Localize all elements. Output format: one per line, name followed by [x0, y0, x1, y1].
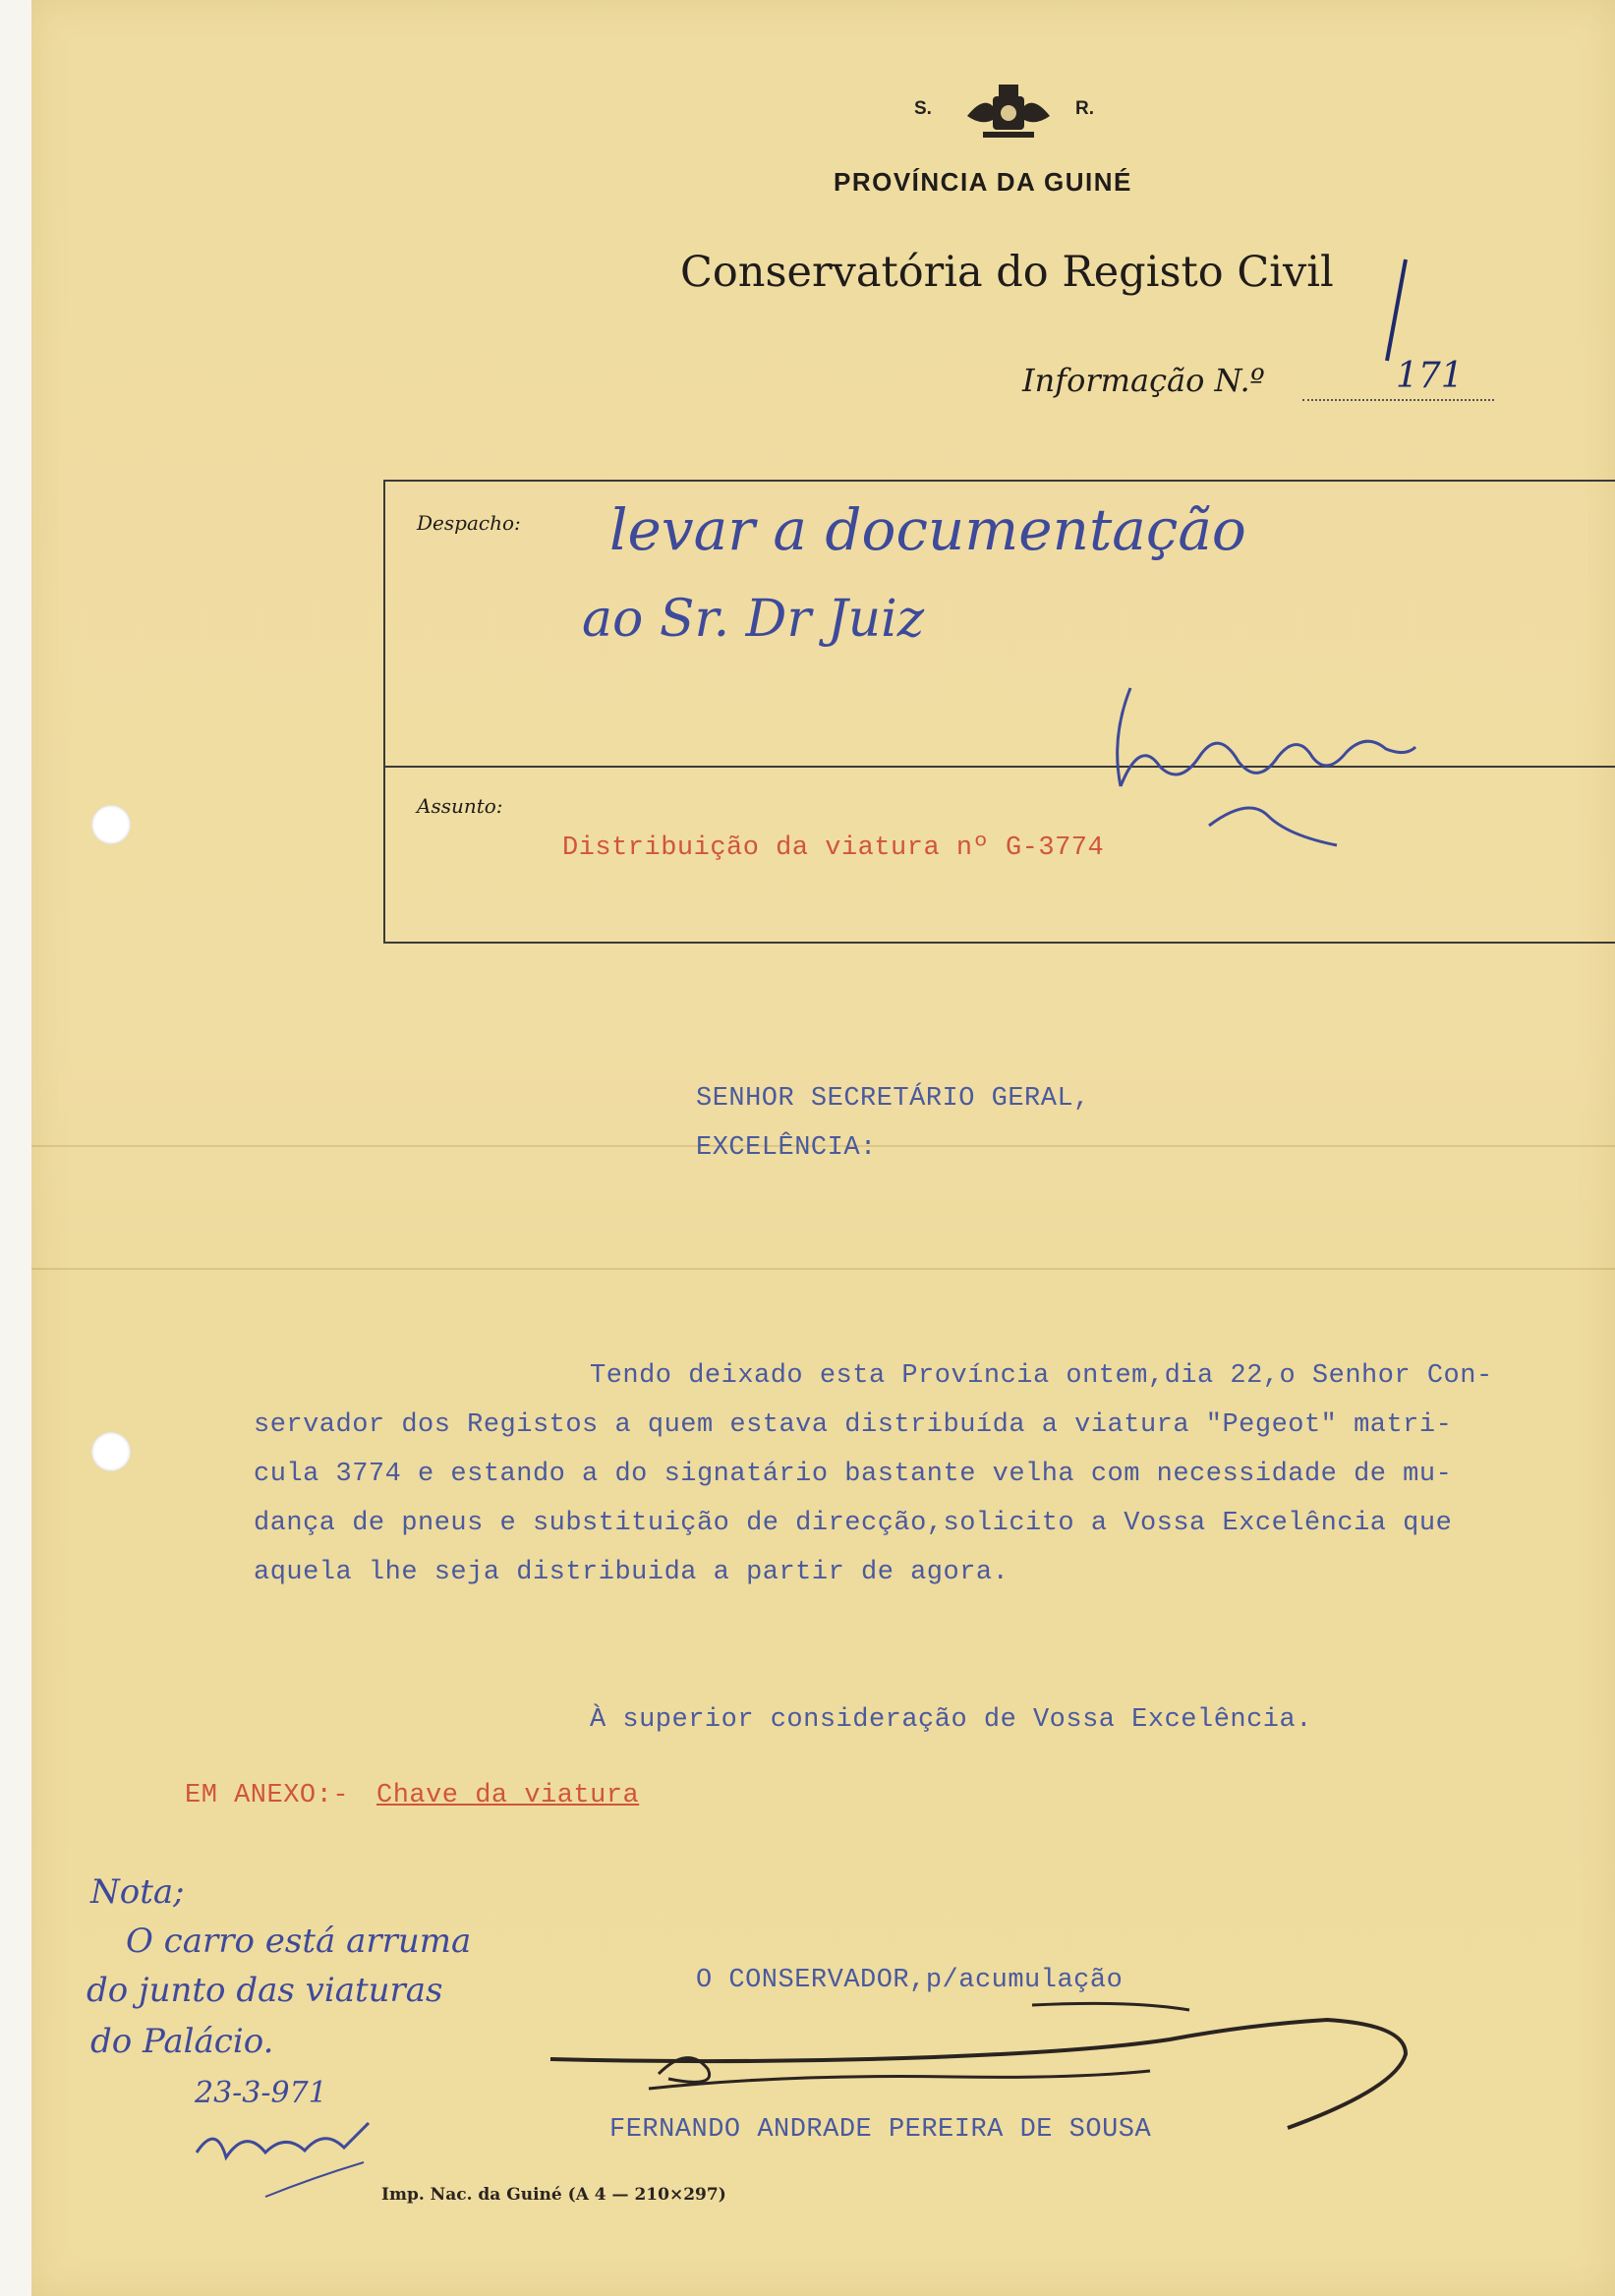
note-line-3: do junto das viaturas — [87, 1971, 443, 2010]
box-left-border — [383, 480, 385, 944]
info-number-label: Informação N.º — [1022, 362, 1265, 399]
body-line-1: Tendo deixado esta Província ontem,dia 22,o Senhor Con- — [590, 1361, 1493, 1391]
body-line-4: dança de pneus e substituição de direcção,solicito a Vossa Excelência que — [254, 1509, 1453, 1538]
note-line-1: Nota; — [90, 1872, 185, 1912]
fold-line — [31, 1268, 1615, 1270]
handwritten-stroke — [1381, 258, 1411, 366]
box-top-border — [383, 480, 1615, 482]
note-line-4: do Palácio. — [90, 2022, 274, 2061]
despacho-signature-drawing — [1101, 678, 1455, 865]
office-title: Conservatória do Registo Civil — [680, 248, 1334, 297]
despacho-label: Despacho: — [417, 511, 521, 535]
salutation-line1: SENHOR SECRETÁRIO GERAL, — [696, 1084, 1090, 1114]
printer-footer: Imp. Nac. da Guiné (A 4 — 210×297) — [381, 2185, 726, 2205]
signature-title: O CONSERVADOR,p/acumulação — [696, 1966, 1124, 1995]
seal-left-letter: S. — [914, 98, 932, 119]
body-line-3: cula 3774 e estando a do signatário bastante velha com necessidade de mu- — [254, 1460, 1453, 1489]
punch-hole — [91, 1432, 131, 1471]
punch-hole — [91, 805, 131, 844]
signer-name: FERNANDO ANDRADE PEREIRA DE SOUSA — [609, 2115, 1152, 2145]
body-line-2: servador dos Registos a quem estava distribuída a viatura "Pegeot" matri- — [254, 1410, 1453, 1440]
seal-right-letter: R. — [1075, 98, 1094, 119]
assunto-text: Distribuição da viatura nº G-3774 — [562, 833, 1105, 863]
salutation-line2: EXCELÊNCIA: — [696, 1133, 877, 1163]
despacho-handwritten-line1: levar a documentação — [609, 496, 1246, 563]
closing-line: À superior consideração de Vossa Excelência. — [590, 1705, 1312, 1735]
body-line-5: aquela lhe seja distribuida a partir de agora. — [254, 1558, 1009, 1587]
annex-label: EM ANEXO:- — [185, 1781, 350, 1810]
note-signature-drawing — [187, 2103, 383, 2202]
note-line-2: O carro está arruma — [126, 1922, 472, 1961]
info-number-value: 171 — [1396, 356, 1464, 396]
note-date: 23-3-971 — [195, 2076, 327, 2110]
despacho-handwritten-line2: ao Sr. Dr Juiz — [582, 590, 925, 649]
assunto-label: Assunto: — [417, 794, 503, 818]
box-bottom-border — [383, 942, 1615, 944]
info-number-dotted-line — [1302, 399, 1494, 401]
annex-item: Chave da viatura — [376, 1781, 640, 1810]
province-heading: PROVÍNCIA DA GUINÉ — [834, 167, 1132, 197]
coat-of-arms-icon — [963, 77, 1054, 145]
